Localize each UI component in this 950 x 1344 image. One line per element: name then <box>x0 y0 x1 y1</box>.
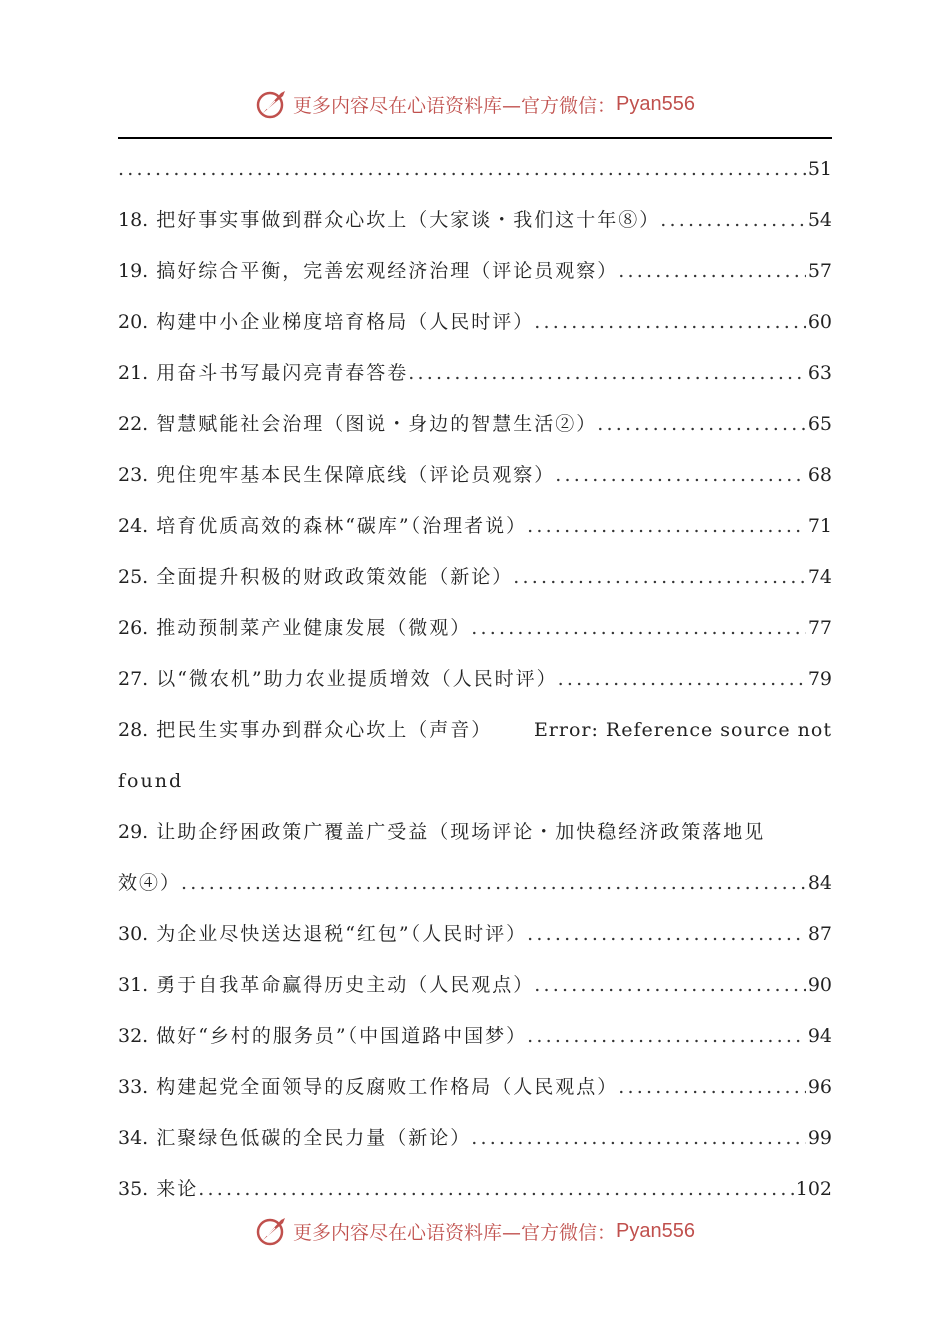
dot-leader <box>527 501 806 552</box>
toc-page-number: 54 <box>807 209 832 231</box>
header-banner <box>0 84 950 124</box>
toc-row[interactable] <box>118 960 832 1011</box>
dot-leader <box>471 603 806 654</box>
dot-leader <box>513 552 806 603</box>
toc-page-number: 87 <box>807 923 832 945</box>
toc-number: 22. <box>118 413 149 435</box>
toc-title: 来论 <box>156 1178 199 1200</box>
toc-row[interactable] <box>118 909 832 960</box>
toc-title: 以“微农机”助力农业提质增效（人民时评） <box>156 668 558 690</box>
quill-logo-icon <box>255 1214 289 1248</box>
dot-leader <box>534 297 806 348</box>
toc-number: 31. <box>118 974 149 996</box>
toc-row[interactable] <box>118 450 832 501</box>
toc-error-text-cont: found <box>118 770 184 792</box>
toc-row[interactable] <box>118 195 832 246</box>
toc-page-number: 71 <box>807 515 832 537</box>
toc-page-number: 63 <box>807 362 832 384</box>
toc-title: 把好事实事做到群众心坎上（大家谈・我们这十年⑧） <box>156 209 661 231</box>
toc-number: 23. <box>118 464 149 486</box>
toc-row[interactable] <box>118 654 832 705</box>
toc-row-28-cont[interactable] <box>118 756 832 807</box>
toc-row-28[interactable] <box>118 705 832 756</box>
toc-number: 21. <box>118 362 149 384</box>
toc-page-number: 84 <box>807 872 832 894</box>
dot-leader <box>618 246 806 297</box>
toc-number: 35. <box>118 1178 149 1200</box>
banner-text-cn: 更多内容尽在心语资料库—官方微信： <box>293 94 617 117</box>
toc-title: 全面提升积极的财政政策效能（新论） <box>156 566 514 588</box>
toc-row-29-cont[interactable] <box>118 858 832 909</box>
toc-number: 20. <box>118 311 149 333</box>
toc-number: 34. <box>118 1127 149 1149</box>
toc-title: 用奋斗书写最闪亮青春答卷 <box>156 362 409 384</box>
footer-banner <box>0 1211 950 1251</box>
dot-leader <box>198 1164 794 1215</box>
toc-number: 26. <box>118 617 149 639</box>
dot-leader <box>618 1062 806 1113</box>
toc-number: 28. <box>118 719 149 741</box>
toc-title: 培育优质高效的森林“碳库”（治理者说） <box>156 515 528 537</box>
toc-number: 29. <box>118 821 149 843</box>
toc-page-number: 90 <box>807 974 832 996</box>
toc-row[interactable] <box>118 1011 832 1062</box>
toc-number: 25. <box>118 566 149 588</box>
toc-number: 19. <box>118 260 149 282</box>
toc-page-number: 102 <box>795 1178 832 1200</box>
toc-error-text: Error: Reference source not <box>533 719 832 741</box>
toc-title: 为企业尽快送达退税“红包”（人民时评） <box>156 923 528 945</box>
dot-leader <box>558 654 806 705</box>
toc-title: 做好“乡村的服务员”（中国道路中国梦） <box>156 1025 528 1047</box>
toc-number: 24. <box>118 515 149 537</box>
toc-page-number: 51 <box>807 158 832 180</box>
toc-title: 汇聚绿色低碳的全民力量（新论） <box>156 1127 472 1149</box>
dot-leader <box>181 858 806 909</box>
dot-leader <box>534 960 806 1011</box>
dot-leader <box>118 144 806 195</box>
toc-row[interactable] <box>118 297 832 348</box>
toc-row-29[interactable] <box>118 807 832 858</box>
toc-page-number: 60 <box>807 311 832 333</box>
dot-leader <box>555 450 806 501</box>
banner-text-cn: 更多内容尽在心语资料库—官方微信： <box>293 1221 617 1244</box>
toc-title: 构建起党全面领导的反腐败工作格局（人民观点） <box>156 1076 619 1098</box>
toc-row[interactable] <box>118 1164 832 1215</box>
toc-title: 搞好综合平衡，完善宏观经济治理（评论员观察） <box>156 260 619 282</box>
toc-page-number: 68 <box>807 464 832 486</box>
toc-page-number: 99 <box>807 1127 832 1149</box>
toc-page-number: 79 <box>807 668 832 690</box>
toc-page-number: 57 <box>807 260 832 282</box>
toc-page-number: 94 <box>807 1025 832 1047</box>
toc-row-continuation[interactable] <box>118 144 832 195</box>
dot-leader <box>527 1011 806 1062</box>
toc-row[interactable] <box>118 1113 832 1164</box>
toc-number: 18. <box>118 209 149 231</box>
table-of-contents <box>118 144 832 1215</box>
toc-row[interactable] <box>118 1062 832 1113</box>
toc-row[interactable] <box>118 603 832 654</box>
toc-title: 兜住兜牢基本民生保障底线（评论员观察） <box>156 464 556 486</box>
toc-page-number: 77 <box>807 617 832 639</box>
toc-title: 智慧赋能社会治理（图说・身边的智慧生活②） <box>156 413 598 435</box>
toc-number: 33. <box>118 1076 149 1098</box>
dot-leader <box>660 195 806 246</box>
toc-row[interactable] <box>118 348 832 399</box>
toc-title: 勇于自我革命赢得历史主动（人民观点） <box>156 974 535 996</box>
dot-leader <box>471 1113 806 1164</box>
toc-title: 推动预制菜产业健康发展（微观） <box>156 617 472 639</box>
toc-row[interactable] <box>118 399 832 450</box>
toc-row[interactable] <box>118 552 832 603</box>
toc-title: 让助企纾困政策广覆盖广受益（现场评论・加快稳经济政策落地见 <box>156 821 766 843</box>
header-rule <box>118 137 832 139</box>
dot-leader <box>597 399 806 450</box>
dot-leader <box>408 348 806 399</box>
toc-title: 构建中小企业梯度培育格局（人民时评） <box>156 311 535 333</box>
toc-page-number: 96 <box>807 1076 832 1098</box>
toc-number: 27. <box>118 668 149 690</box>
toc-number: 32. <box>118 1025 149 1047</box>
toc-page-number: 65 <box>807 413 832 435</box>
toc-title-cont: 效④） <box>118 872 182 894</box>
banner-text-en: Pyan556 <box>616 92 695 115</box>
toc-title: 把民生实事办到群众心坎上（声音） <box>156 719 493 741</box>
quill-logo-icon <box>255 87 289 121</box>
toc-number: 30. <box>118 923 149 945</box>
toc-page-number: 74 <box>807 566 832 588</box>
toc-row[interactable] <box>118 501 832 552</box>
banner-text-en: Pyan556 <box>616 1219 695 1242</box>
toc-row[interactable] <box>118 246 832 297</box>
dot-leader <box>527 909 806 960</box>
